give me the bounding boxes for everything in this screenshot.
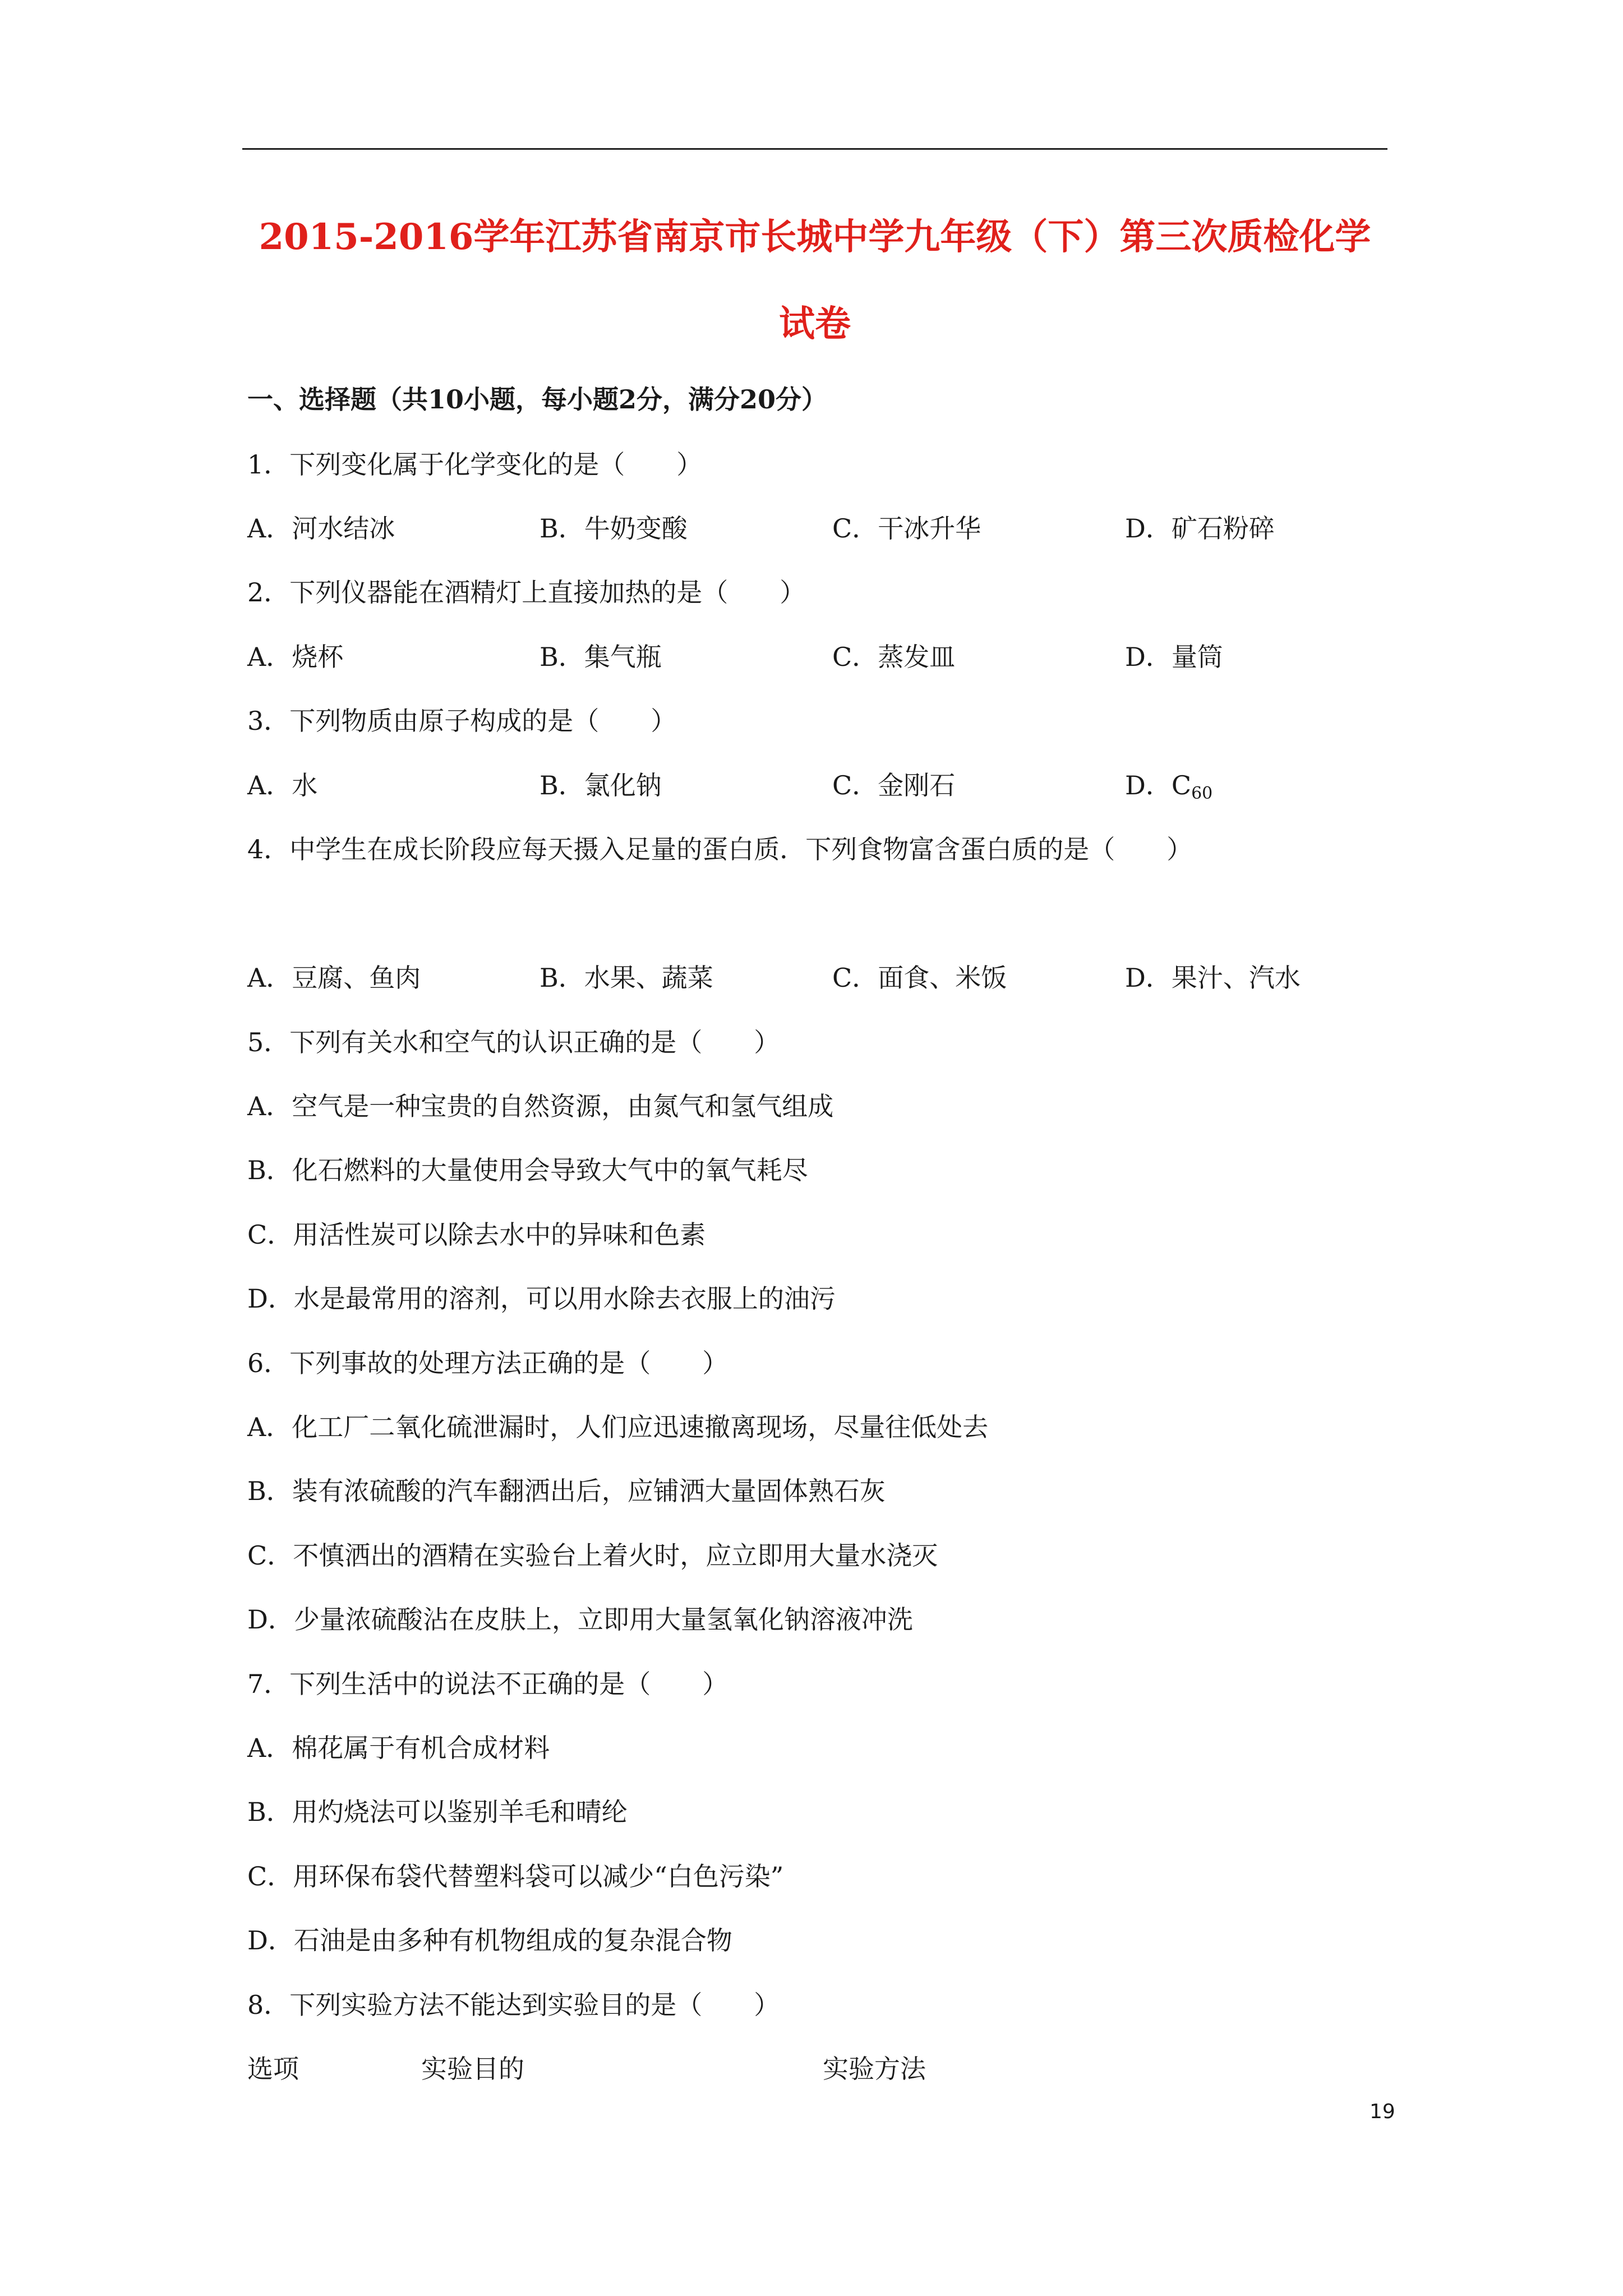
question-5-stem: 5．下列有关水和空气的认识正确的是（ ） [247, 1027, 780, 1057]
option-c: C．金刚石 [832, 770, 956, 800]
exam-title-line2: 试卷 [779, 303, 851, 345]
option-b: B．牛奶变酸 [540, 513, 688, 544]
option-c: C．面食、米饭 [832, 963, 1007, 993]
option-d: D．果汁、汽水 [1125, 963, 1301, 993]
question-3-stem: 3．下列物质由原子构成的是（ ） [247, 706, 677, 736]
question-6-stem: 6．下列事故的处理方法正确的是（ ） [247, 1348, 728, 1378]
question-6-option-c: C．不慎洒出的酒精在实验台上着火时，应立即用大量水浇灭 [247, 1540, 938, 1571]
question-7-option-b: B．用灼烧法可以鉴别羊毛和晴纶 [247, 1797, 628, 1827]
page-number: 19 [1370, 2100, 1395, 2123]
option-c: C．蒸发皿 [832, 642, 956, 672]
question-7-option-c: C．用环保布袋代替塑料袋可以减少“白色污染” [247, 1861, 784, 1892]
question-1-options [247, 512, 1391, 545]
question-2-options [247, 640, 1391, 674]
question-3-options [247, 769, 1391, 802]
question-5-option-b: B．化石燃料的大量使用会导致大气中的氧气耗尽 [247, 1155, 808, 1185]
question-5-option-a: A．空气是一种宝贵的自然资源，由氮气和氢气组成 [247, 1091, 834, 1121]
question-6-option-a: A．化工厂二氧化硫泄漏时，人们应迅速撤离现场，尽量往低处去 [247, 1412, 989, 1442]
question-4-options [247, 961, 1391, 995]
question-7-stem: 7．下列生活中的说法不正确的是（ ） [247, 1669, 728, 1699]
section-heading: 一、选择题（共10小题，每小题2分，满分20分） [247, 384, 828, 415]
question-6-option-d: D．少量浓硫酸沾在皮肤上，立即用大量氢氧化钠溶液冲洗 [247, 1604, 913, 1635]
option-d [1125, 769, 1212, 811]
option-d-text: D．C [1125, 770, 1192, 800]
option-a: A．烧杯 [247, 642, 344, 672]
option-b: B．氯化钠 [540, 770, 662, 800]
question-7-option-a: A．棉花属于有机合成材料 [247, 1733, 550, 1763]
option-d: D．量筒 [1125, 642, 1223, 672]
question-2-stem: 2．下列仪器能在酒精灯上直接加热的是（ ） [247, 577, 806, 608]
table-header-purpose: 实验目的 [421, 2054, 524, 2084]
option-b: B．水果、蔬菜 [540, 963, 713, 993]
option-d: D．矿石粉碎 [1125, 513, 1275, 544]
question-5-option-d: D．水是最常用的溶剂，可以用水除去衣服上的油污 [247, 1283, 836, 1314]
table-header-method: 实验方法 [823, 2054, 926, 2084]
option-d-subscript: 60 [1191, 784, 1213, 803]
question-6-option-b: B．装有浓硫酸的汽车翻洒出后，应铺洒大量固体熟石灰 [247, 1476, 886, 1506]
question-4-stem: 4．中学生在成长阶段应每天摄入足量的蛋白质．下列食物富含蛋白质的是（ ） [247, 834, 1193, 864]
option-b: B．集气瓶 [540, 642, 662, 672]
question-5-option-c: C．用活性炭可以除去水中的异味和色素 [247, 1220, 706, 1250]
option-a: A．河水结冰 [247, 513, 395, 544]
table-header-option: 选项 [247, 2054, 299, 2084]
question-7-option-d: D．石油是由多种有机物组成的复杂混合物 [247, 1925, 732, 1955]
exam-title: 2015-2016学年江苏省南京市长城中学九年级（下）第三次质检化学 [259, 216, 1371, 258]
option-c: C．干冰升华 [832, 513, 981, 544]
option-a: A．水 [247, 770, 318, 800]
question-1-stem: 1．下列变化属于化学变化的是（ ） [247, 449, 703, 480]
header-rule [242, 148, 1387, 150]
option-a: A．豆腐、鱼肉 [247, 963, 421, 993]
question-8-stem: 8．下列实验方法不能达到实验目的是（ ） [247, 1990, 780, 2020]
